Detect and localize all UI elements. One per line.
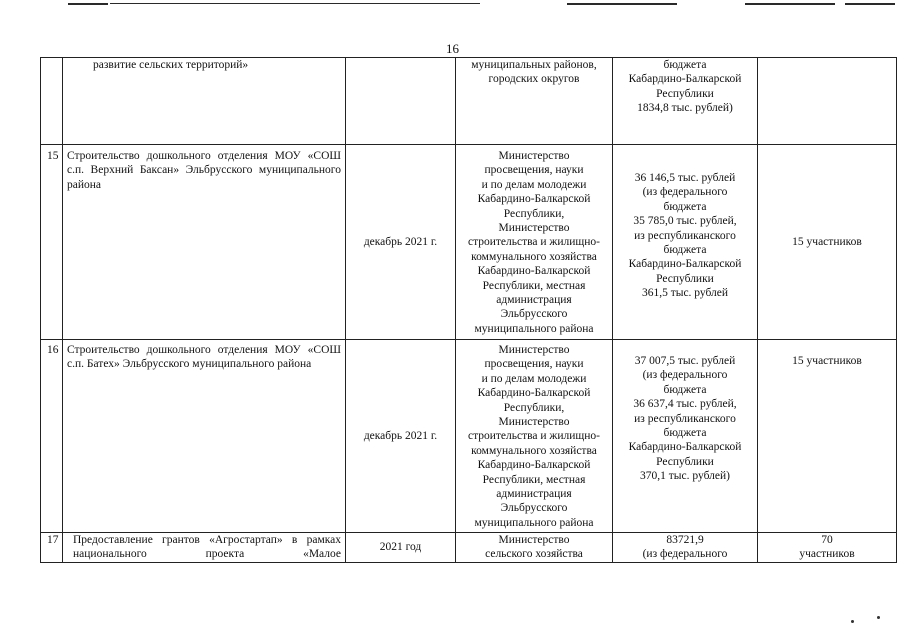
deadline-cell	[346, 58, 456, 145]
participants-cell: 15 участников	[758, 340, 897, 533]
responsible-cell: Министерство сельского хозяйства	[456, 533, 613, 563]
deadline-cell: 2021 год	[346, 533, 456, 563]
scan-line-top-right-b	[745, 3, 835, 5]
table-row	[41, 533, 897, 563]
responsible-cell: муниципальных районов, городских округов	[456, 58, 613, 145]
table-row	[41, 340, 897, 533]
measure-name-cell: Строительство дошкольного отделения МОУ «СОШ с.п. Батех» Эльбрусского муниципального района	[63, 340, 346, 533]
measure-name-cell: развитие сельских территорий»	[63, 58, 346, 145]
scan-line-top-right-a	[567, 3, 677, 5]
scan-line-top-middle	[110, 3, 480, 4]
row-number-cell: 15	[41, 145, 63, 340]
table-row	[41, 58, 897, 145]
page-number: 16	[446, 41, 459, 56]
measure-name-cell: Предоставление грантов «Агростартап» в рамках национального проекта «Малое	[63, 533, 346, 563]
row-number-cell: 16	[41, 340, 63, 533]
scan-line-top-left	[68, 3, 108, 5]
responsible-cell: Министерство просвещения, науки и по делам молодежи Кабардино-Балкарской Республики, Министерство строительства и жилищно- коммунального хозяйства Кабардино-Балкарской Республики, местная администрация Эльбрусского муниципального района	[456, 340, 613, 533]
row-number-cell: 17	[41, 533, 63, 563]
financing-cell: 36 146,5 тыс. рублей (из федерального бюджета 35 785,0 тыс. рублей, из республиканского бюджета Кабардино-Балкарской Республики 361,5 тыс. рублей	[613, 145, 758, 340]
responsible-cell: Министерство просвещения, науки и по делам молодежи Кабардино-Балкарской Республики, Министерство строительства и жилищно- коммунального хозяйства Кабардино-Балкарской Республики, местная администрация Эльбрусского муниципального района	[456, 145, 613, 340]
deadline-cell: декабрь 2021 г.	[346, 340, 456, 533]
financing-cell: бюджета Кабардино-Балкарской Республики 1834,8 тыс. рублей)	[613, 58, 758, 145]
table-row	[41, 145, 897, 340]
scan-speck	[877, 616, 880, 619]
scan-line-top-right-c	[845, 3, 895, 5]
measure-name-cell: Строительство дошкольного отделения МОУ «СОШ с.п. Верхний Баксан» Эльбрусского муниципального района	[63, 145, 346, 340]
scan-speck	[851, 620, 854, 623]
financing-cell: 83721,9 (из федерального	[613, 533, 758, 563]
financing-cell: 37 007,5 тыс. рублей (из федерального бюджета 36 637,4 тыс. рублей, из республиканского бюджета Кабардино-Балкарской Республики 370,1 тыс. рублей)	[613, 340, 758, 533]
row-number-cell	[41, 58, 63, 145]
participants-cell: 70 участников	[758, 533, 897, 563]
participants-cell: 15 участников	[758, 145, 897, 340]
deadline-cell: декабрь 2021 г.	[346, 145, 456, 340]
participants-cell	[758, 58, 897, 145]
program-table	[40, 57, 897, 563]
